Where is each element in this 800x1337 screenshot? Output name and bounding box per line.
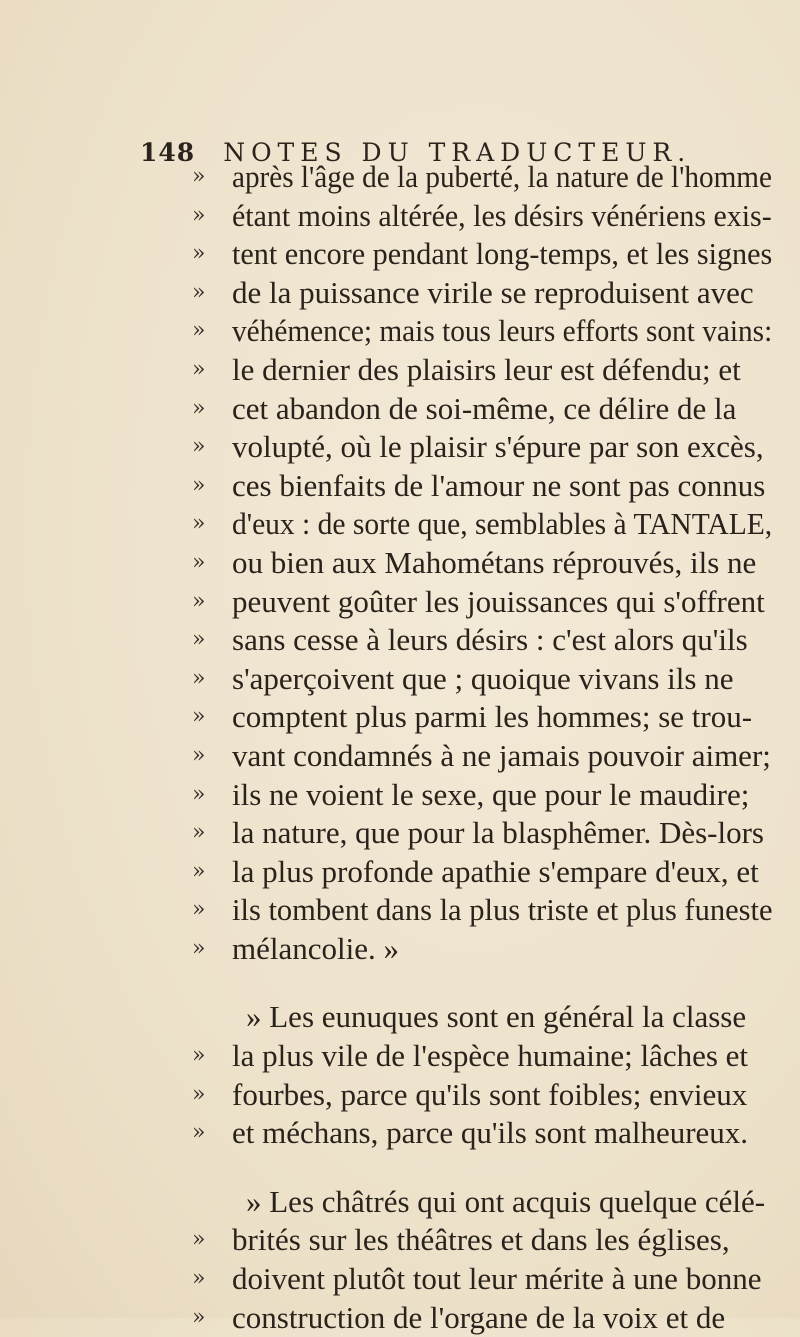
text-line (0, 1221, 800, 1260)
text-line (0, 737, 800, 776)
quote-marker: » (192, 1120, 206, 1146)
text-line (0, 891, 800, 930)
line-text: après l'âge de la puberté, la nature de l'homme (232, 159, 772, 194)
text-line (0, 351, 800, 390)
quote-marker: » (192, 1266, 206, 1292)
line-text: de la puissance virile se reproduisent avec (232, 274, 754, 310)
line-text: peuvent goûter les jouissances qui s'offrent (232, 583, 765, 619)
line-text: et méchans, parce qu'ils sont malheureux. (232, 1115, 749, 1151)
line-text: ces bienfaits de l'amour ne sont pas connus (232, 467, 766, 503)
paragraph-gap (0, 1153, 800, 1183)
quote-marker: » (192, 820, 206, 846)
quote-marker: » (192, 1304, 206, 1330)
quote-marker: » (192, 164, 206, 189)
line-text: construction de l'organe de la voix et de (232, 1299, 726, 1335)
quote-marker: » (192, 858, 206, 884)
quote-marker: » (192, 588, 206, 614)
line-text: » Les châtrés qui ont acquis quelque célé- (246, 1183, 766, 1219)
line-text: ils ne voient le sexe, que pour le maudire; (232, 776, 750, 812)
quote-marker: » (192, 356, 206, 382)
text-line (0, 853, 800, 892)
line-text: comptent plus parmi les hommes; se trou- (232, 699, 753, 735)
quote-marker: » (192, 742, 206, 768)
text-block (0, 158, 800, 1337)
line-text: ou bien aux Mahométans réprouvés, ils ne (232, 544, 757, 580)
paragraph-start-line (0, 998, 800, 1037)
quote-marker: » (192, 1081, 206, 1107)
text-line (0, 467, 800, 506)
quote-marker: » (192, 1043, 206, 1069)
line-text: le dernier des plaisirs leur est défendu; et (232, 351, 741, 387)
quote-marker: » (192, 202, 206, 228)
quote-marker: » (192, 395, 206, 421)
text-line (0, 1037, 800, 1076)
text-line (0, 158, 800, 197)
quote-marker: » (192, 279, 206, 305)
quote-marker: » (192, 472, 206, 498)
paragraph-start-line (0, 1183, 800, 1222)
line-text: brités sur les théâtres et dans les églises, (232, 1222, 730, 1258)
text-line (0, 428, 800, 467)
line-text: » Les eunuques sont en général la classe (246, 999, 747, 1035)
running-title: NOTES DU TRADUCTEUR. (223, 138, 692, 167)
line-text: étant moins altérée, les désirs vénériens exis- (232, 197, 772, 233)
text-line (0, 621, 800, 660)
line-text: sans cesse à leurs désirs : c'est alors qu'ils (232, 622, 748, 658)
line-text: la nature, que pour la blasphêmer. Dès-lors (232, 815, 764, 851)
line-text: vant condamnés à ne jamais pouvoir aimer; (232, 737, 771, 773)
line-text: tent encore pendant long-temps, et les signes (232, 236, 773, 272)
text-line (0, 660, 800, 699)
quote-marker: » (192, 318, 206, 344)
quote-marker: » (192, 434, 206, 460)
quote-marker: » (192, 897, 206, 923)
quote-marker: » (192, 665, 206, 691)
line-text: doivent plutôt tout leur mérite à une bonne (232, 1261, 762, 1297)
quote-marker: » (192, 935, 206, 961)
line-text: véhémence; mais tous leurs efforts sont vains: (232, 313, 773, 349)
quote-marker: » (192, 549, 206, 575)
text-line (0, 1260, 800, 1299)
quote-marker: » (192, 627, 206, 653)
text-line (0, 197, 800, 236)
quote-marker: » (192, 1227, 206, 1253)
quote-marker: » (192, 781, 206, 807)
text-line (0, 274, 800, 313)
line-text: volupté, où le plaisir s'épure par son excès, (232, 429, 764, 465)
line-text: d'eux : de sorte que, semblables à TANTALE, (232, 506, 773, 542)
text-line (0, 1114, 800, 1153)
text-line (0, 1076, 800, 1115)
line-text: fourbes, parce qu'ils sont foibles; envieux (232, 1076, 748, 1112)
text-line (0, 312, 800, 351)
text-line (0, 776, 800, 815)
line-text: s'aperçoivent que ; quoique vivans ils ne (232, 660, 734, 696)
line-text: la plus profonde apathie s'empare d'eux, et (232, 853, 759, 889)
text-line (0, 235, 800, 274)
quote-marker: » (192, 241, 206, 267)
text-line (0, 814, 800, 853)
text-line (0, 698, 800, 737)
text-line (0, 544, 800, 583)
text-line (0, 583, 800, 622)
text-line (0, 390, 800, 429)
quote-marker: » (192, 511, 206, 537)
page-number: 148 (140, 138, 196, 167)
quote-marker: » (192, 704, 206, 730)
line-text: la plus vile de l'espèce humaine; lâches et (232, 1038, 749, 1074)
line-text: ils tombent dans la plus triste et plus funeste (232, 892, 773, 928)
text-line (0, 505, 800, 544)
paragraph-gap (0, 968, 800, 998)
line-text: mélancolie. » (232, 930, 399, 966)
text-line (0, 930, 800, 969)
line-text: cet abandon de soi-même, ce délire de la (232, 390, 737, 426)
